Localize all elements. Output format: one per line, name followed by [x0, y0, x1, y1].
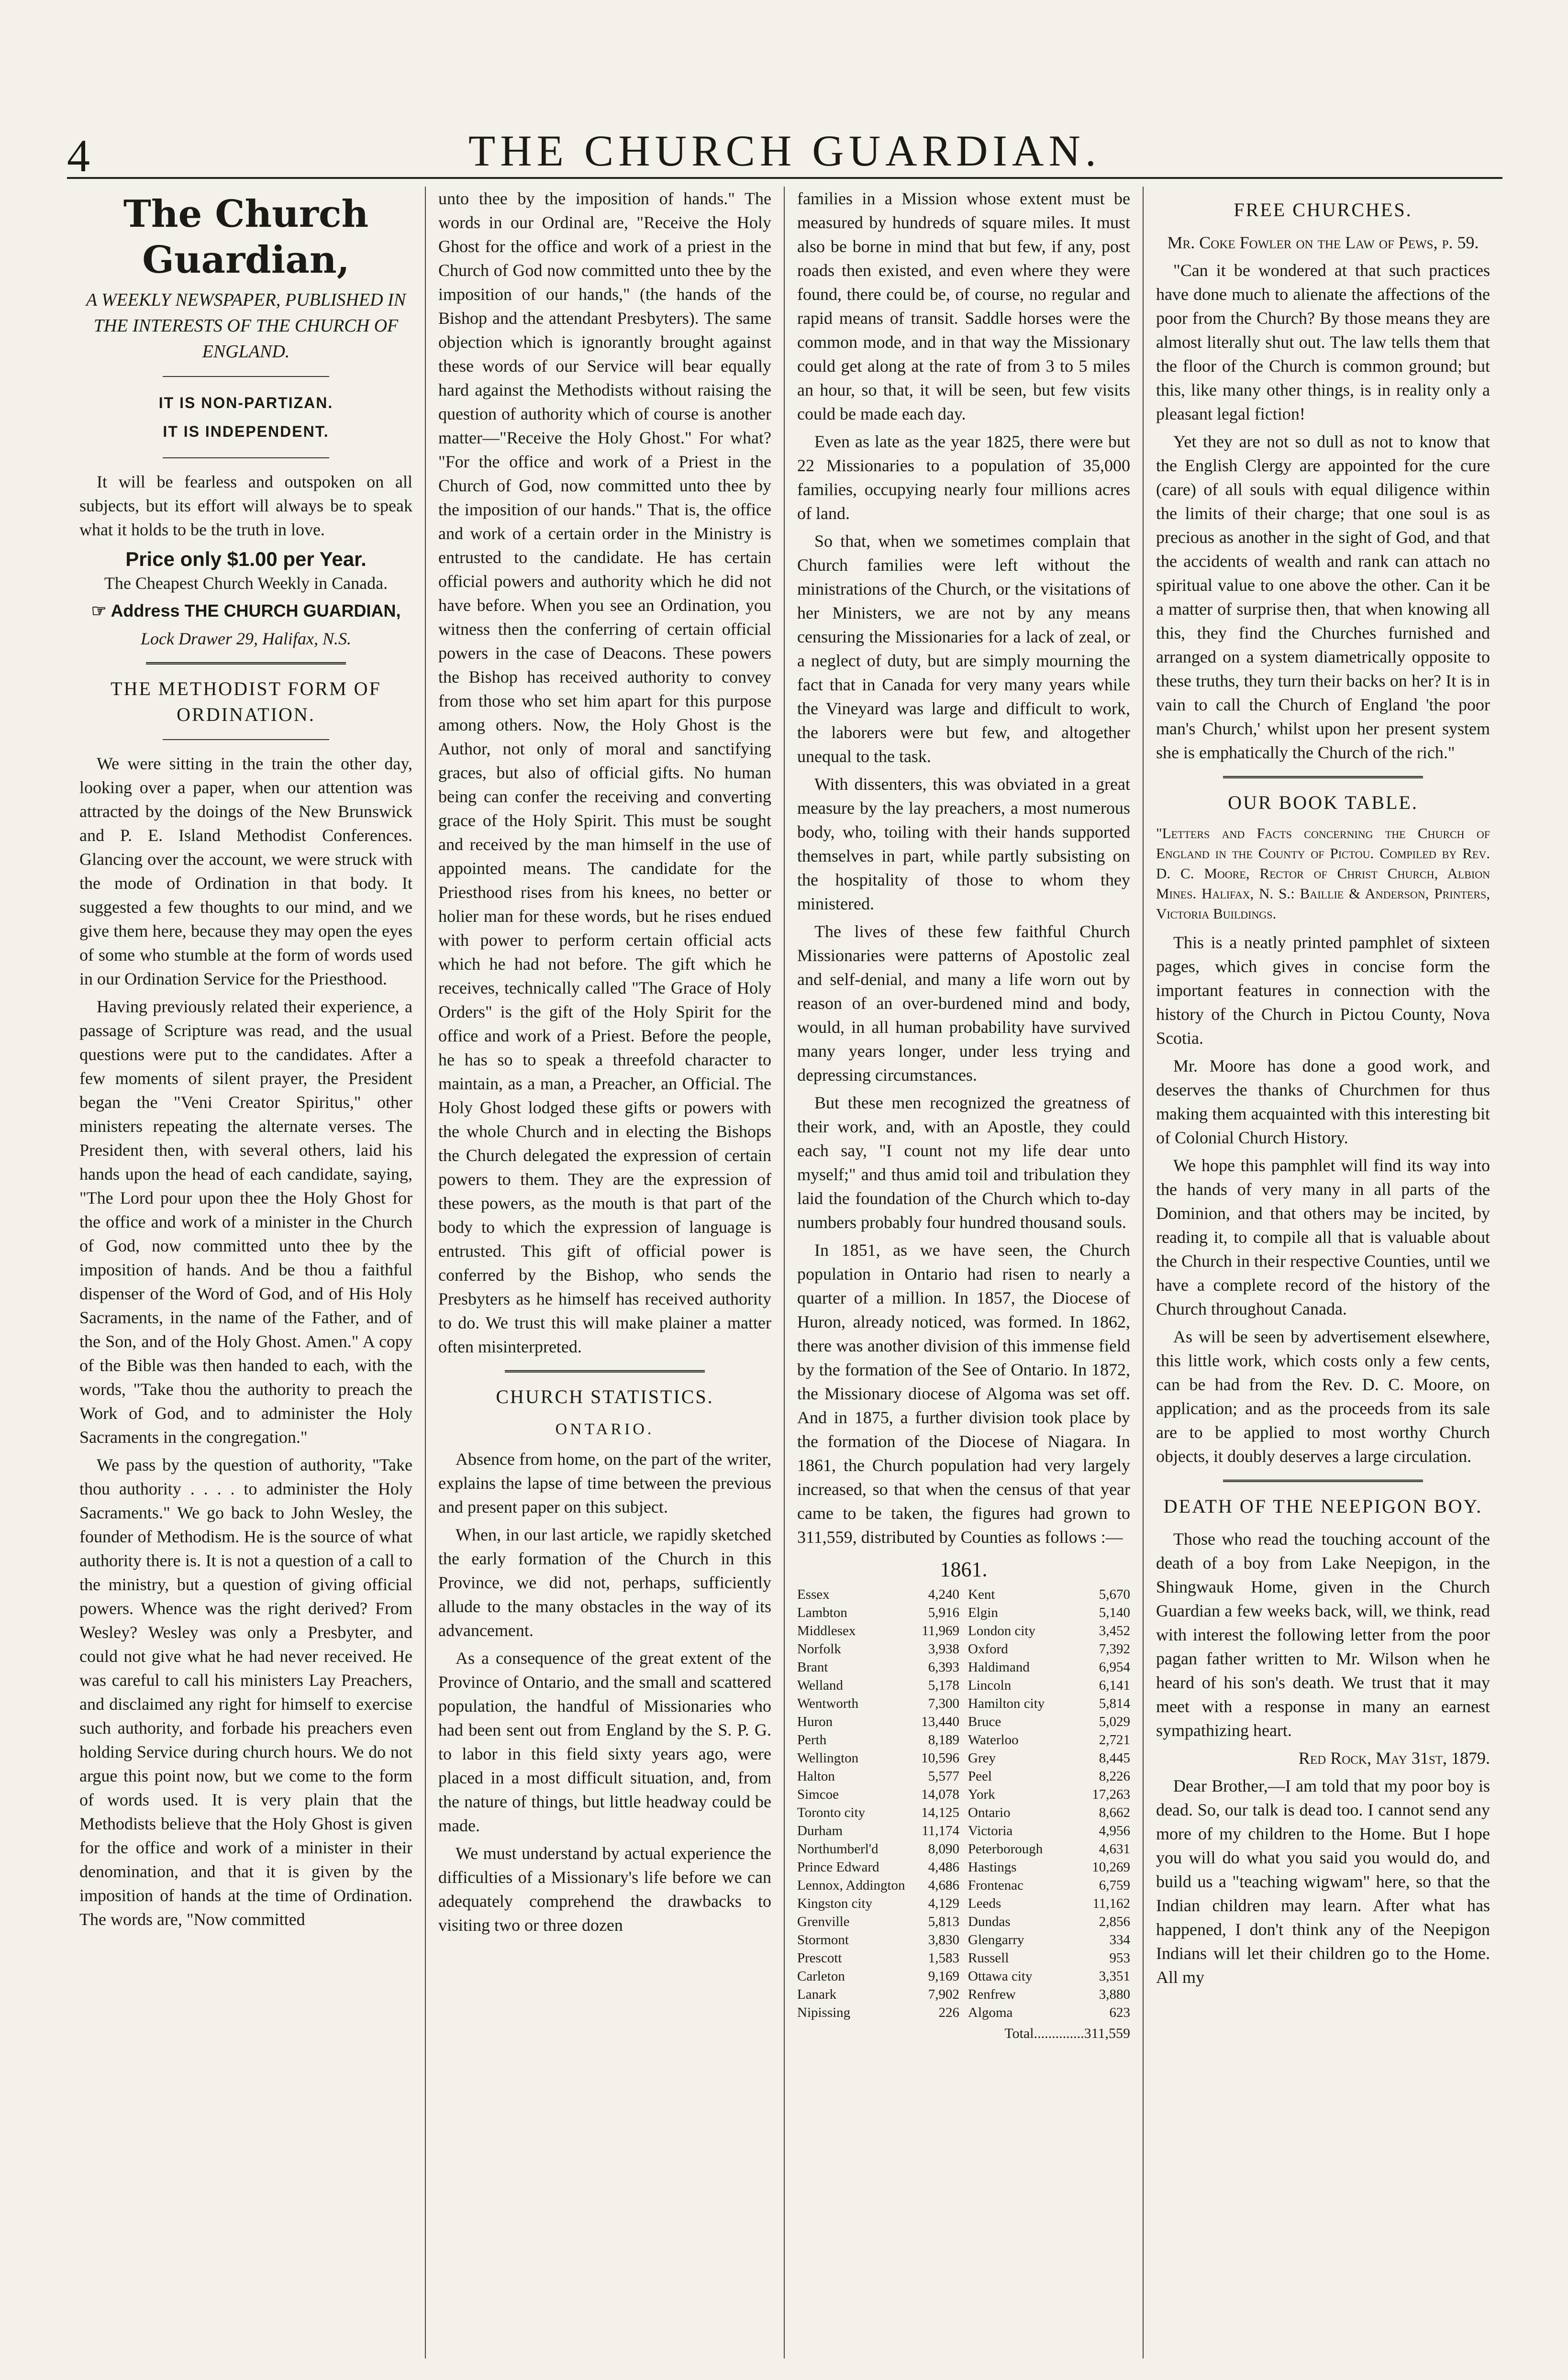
census-county: Algoma: [968, 2005, 1013, 2020]
census-count: 1,583: [928, 1950, 959, 1966]
census-county: Lanark: [797, 1987, 837, 2002]
census-county: Peterborough: [968, 1841, 1043, 1857]
census-count: 2,721: [1099, 1732, 1130, 1748]
census-total: Total..............311,559: [1004, 2026, 1130, 2041]
page-number: 4: [67, 130, 90, 181]
statistics-paragraph: But these men recognized the greatness of their work, and, with an Apostle, they could each say, "I count not my life dear unto myself;" and thus amid toil and tribulation they laid the foundation of the Church which to-day numbers probably four hundred thousand souls.: [797, 1093, 1130, 1232]
census-count: 8,189: [928, 1732, 959, 1748]
census-count: 7,902: [928, 1987, 959, 2002]
census-row: [968, 1804, 1130, 1822]
census-county: Durham: [797, 1823, 843, 1838]
census-row: [797, 1876, 959, 1894]
census-row: [797, 2004, 959, 2022]
census-count: 5,814: [1099, 1696, 1130, 1711]
census-count: 3,351: [1099, 1969, 1130, 1984]
census-county: Nipissing: [797, 2005, 851, 2020]
census-row: [797, 1694, 959, 1713]
book-review-paragraph: As will be seen by advertisement elsewhere, this little work, which costs only a few cents, can be had from the Rev. D. C. Moore, on application; and as the proceeds from its sale are to be applied to most worthy Church objects, it doubly deserves a large circulation.: [1156, 1327, 1490, 1466]
census-count: 5,916: [928, 1605, 959, 1620]
book-review-paragraph: We hope this pamphlet will find its way into the hands of very many in all parts of the Dominion, and that others may be incited, by reading it, to compile all that is valuable about the Church in their respective Counties, until we have a complete record of the history of the Church throughout Canada.: [1156, 1156, 1490, 1318]
census-count: 8,445: [1099, 1750, 1130, 1766]
column-2: [426, 187, 785, 2358]
census-count: 14,078: [921, 1787, 959, 1802]
census-row: [968, 1731, 1130, 1749]
nameplate-title: The Church Guardian,: [123, 192, 369, 282]
census-row: [797, 1676, 959, 1694]
census-county: York: [968, 1787, 995, 1802]
methodist-paragraph: We were sitting in the train the other day, looking over a paper, when our attention was attracted by the doings of the New Brunswick and P. E. Island Methodist Conferences. Glancing over the account, we were struck with the mode of Ordination in that body. It suggested a few thoughts to our mind, and we give them here, because they may open the eyes of some who stumble at the form of words used in our Ordination Service for the Priesthood.: [79, 754, 412, 988]
census-count: 10,596: [921, 1750, 959, 1766]
statistics-paragraph: So that, when we sometimes complain that Church families were left without the ministrations of the Church, or the visitations of her Ministers, we are not by any means censuring the Missionaries for a lack of zeal, or a neglect of duty, but are simply mourning the fact that in Canada for very many years while the Vineyard was large and difficult to work, the laborers were but few, and altogether unequal to the task.: [797, 531, 1130, 766]
intro-text: It will be fearless and outspoken on all subjects, but its effort will always be to speak what it holds to be the truth in love.: [79, 472, 412, 539]
census-count: 11,174: [922, 1823, 959, 1838]
census-county: Kent: [968, 1587, 995, 1602]
address-name: THE CHURCH GUARDIAN,: [184, 601, 401, 620]
statistics-heading: CHURCH STATISTICS.: [496, 1386, 714, 1407]
census-count: 10,269: [1092, 1860, 1130, 1875]
census-row: [797, 1949, 959, 1967]
census-row: [797, 1713, 959, 1731]
nepigon-paragraph: Dear Brother,—I am told that my poor boy is dead. So, our talk is dead too. I cannot send any more of my children to the Home. But I hope you will do what you said you would do, and build us a "teaching wigwam" here, so that the Indian children may learn. After what has happened, I don't think any of the Neepigon Indians will let their children go to the Home. All my: [1156, 1776, 1490, 1987]
census-count: 5,670: [1099, 1587, 1130, 1602]
census-county: Essex: [797, 1587, 830, 1602]
census-count: 6,759: [1099, 1878, 1130, 1893]
census-count: 2,856: [1099, 1914, 1130, 1929]
census-row: [968, 1622, 1130, 1640]
census-count: 17,263: [1092, 1787, 1130, 1802]
nepigon-paragraph: Those who read the touching account of the death of a boy from Lake Neepigon, in the Shingwauk Home, given in the Church Guardian a few weeks back, will, we think, read with interest the following letter from the poor pagan father written to Mr. Wilson when he heard of his son's death. We trust that it may meet with a response in many an earnest sympathizing heart.: [1156, 1529, 1490, 1740]
census-county: Prescott: [797, 1950, 842, 1966]
census-county: Ontario: [968, 1805, 1011, 1820]
census-table: [797, 1585, 1130, 2022]
census-row: [968, 1585, 1130, 1604]
census-row: [968, 1985, 1130, 2004]
census-county: Kingston city: [797, 1896, 873, 1911]
census-county: Hamilton city: [968, 1696, 1045, 1711]
census-count: 3,830: [928, 1932, 959, 1948]
address-label: Address: [111, 601, 180, 620]
census-county: Northumberl'd: [797, 1841, 879, 1857]
free-churches-paragraph: Yet they are not so dull as not to know that the English Clergy are appointed for the cure (care) of all souls with equal diligence within the limits of their charge; that one soul is as precious as another in the sight of God, and that the accidents of wealth and rank can attach no spiritual value to one above the other. Can it be a matter of surprise then, that when knowing all this, they find the Churches furnished and arranged on a system diametrically opposite to these truths, they turn their backs on her? It is in vain to call the Church of England 'the poor man's Church,' whilst upon her present system she is emphatically the Church of the rich.": [1156, 432, 1490, 762]
census-county: Brant: [797, 1660, 828, 1675]
census-row: [968, 1713, 1130, 1731]
census-row: [968, 1658, 1130, 1676]
census-count: 623: [1109, 2005, 1130, 2020]
statistics-paragraph: In 1851, as we have seen, the Church population in Ontario had risen to nearly a quarter of a million. In 1857, the Diocese of Huron, already noticed, was formed. In 1862, there was another division of this immense field by the formation of the See of Ontario. In 1872, the Missionary diocese of Algoma was set off. And in 1875, a further division took place by the formation of the Diocese of Niagara. In 1861, the Church population had very largely increased, so that when the census of that year came to be taken, the figures had grown to 311,559, distributed by Counties as follows :—: [797, 1240, 1130, 1547]
census-count: 3,938: [928, 1641, 959, 1657]
census-row: [968, 1876, 1130, 1894]
free-churches-paragraph: "Can it be wondered at that such practices have done much to alienate the affections of the poor from the Church? By those means they are almost literally shut out. The law tells them that the floor of the Church is common ground; but this, like many other things, is in reality only a pleasant legal fiction!: [1156, 261, 1490, 423]
census-count: 8,090: [928, 1841, 959, 1857]
census-count: 3,880: [1099, 1987, 1130, 2002]
masthead: [67, 115, 1502, 179]
letter-date: Red Rock, May 31st, 1879.: [1298, 1749, 1490, 1768]
census-count: 13,440: [921, 1714, 959, 1729]
census-count: 6,141: [1099, 1678, 1130, 1693]
census-count: 4,631: [1099, 1841, 1130, 1857]
census-row: [797, 1731, 959, 1749]
divider: [1223, 776, 1423, 778]
census-row: [797, 1840, 959, 1858]
census-count: 4,956: [1099, 1823, 1130, 1838]
census-count: 4,129: [928, 1896, 959, 1911]
census-row: [797, 1622, 959, 1640]
census-county: Renfrew: [968, 1987, 1016, 2002]
address-line: [79, 599, 412, 623]
census-row: [968, 1604, 1130, 1622]
motto-non-partizan: IT IS NON-PARTIZAN.: [158, 394, 334, 411]
census-county: Hastings: [968, 1860, 1017, 1875]
census-county: Russell: [968, 1950, 1009, 1966]
census-county: Lincoln: [968, 1678, 1012, 1693]
census-county: Wellington: [797, 1750, 859, 1766]
census-county: Huron: [797, 1714, 833, 1729]
census-row: [968, 1840, 1130, 1858]
statistics-paragraph: We must understand by actual experience the difficulties of a Missionary's life before we can adequately comprehend the drawbacks to visiting two or three dozen: [438, 1844, 771, 1935]
census-county: Prince Edward: [797, 1860, 879, 1875]
divider: [163, 457, 329, 458]
census-count: 4,240: [928, 1587, 959, 1602]
census-row: [968, 1640, 1130, 1658]
statistics-paragraph: When, in our last article, we rapidly sketched the early formation of the Church in this Province, we did not, perhaps, sufficiently allude to the many obstacles in the way of its advancement.: [438, 1525, 771, 1640]
census-count: 8,662: [1099, 1805, 1130, 1820]
census-county: Welland: [797, 1678, 843, 1693]
statistics-paragraph: families in a Mission whose extent must be measured by hundreds of square miles. It must also be borne in mind that but few, if any, post roads then existed, and even where they were found, there could be, of course, no regular and rapid means of transit. Saddle horses were the common mode, and in that way the Missionary could get along at the rate of from 3 to 5 miles an hour, so that, it will be seen, but few visits could be made each day.: [797, 189, 1130, 423]
census-count: 5,140: [1099, 1605, 1130, 1620]
census-row: [797, 1967, 959, 1985]
census-county: Halton: [797, 1769, 835, 1784]
census-county: Peel: [968, 1769, 992, 1784]
census-county: Oxford: [968, 1641, 1008, 1657]
census-row: [797, 1913, 959, 1931]
methodist-heading: THE METHODIST FORM OF ORDINATION.: [111, 678, 381, 725]
census-count: 4,486: [928, 1860, 959, 1875]
cheapest-line: The Cheapest Church Weekly in Canada.: [104, 574, 388, 593]
statistics-paragraph: As a consequence of the great extent of the Province of Ontario, and the small and scattered population, the handful of Missionaries who had been sent out from England by the S. P. G. to labor in this field sixty years ago, were placed in a most difficult situation, and, from the nature of things, but little headway could be made.: [438, 1649, 771, 1835]
census-county: Dundas: [968, 1914, 1011, 1929]
census-county: Haldimand: [968, 1660, 1030, 1675]
census-row: [797, 1749, 959, 1767]
census-county: Grey: [968, 1750, 996, 1766]
census-row: [968, 1822, 1130, 1840]
census-county: Toronto city: [797, 1805, 866, 1820]
census-county: Wentworth: [797, 1696, 859, 1711]
census-row: [968, 1694, 1130, 1713]
census-county: Lambton: [797, 1605, 847, 1620]
census-count: 4,686: [928, 1878, 959, 1893]
book-review-paragraph: Mr. Moore has done a good work, and deserves the thanks of Churchmen for thus making them acquainted with this interesting bit of Colonial Church History.: [1156, 1056, 1490, 1147]
census-row: [968, 1676, 1130, 1694]
census-count: 5,029: [1099, 1714, 1130, 1729]
census-county: London city: [968, 1623, 1035, 1638]
census-county: Middlesex: [797, 1623, 856, 1638]
census-row: [797, 1822, 959, 1840]
methodist-paragraph: unto thee by the imposition of hands." The words in our Ordinal are, "Receive the Holy Ghost for the office and work of a priest in the Church of God now committed unto thee by the imposition of our hands," (the hands of the Bishop and the attendant Presbyters). The same objection which is ignorantly brought against these words of our Service will bear equally hard against the Methodists without raising the question of authority which of course is another matter—"Receive the Holy Ghost." For what? "For the office and work of a Priest in the Church of God, now committed unto thee by the imposition of our hands." That is, the office and work of a certain order in the Ministry is entrusted to the candidate. He has certain official powers and authority which he did not have before. When you see an Ordination, you witness then the conferring of certain official powers in the case of Deacons. These powers the Bishop has received authority to convey from those who set him apart for this purpose among others. Now, the Holy Ghost is the Author, not only of moral and sanctifying graces, but also of official gifts. No human being can confer the receiving and converting grace of the Holy Spirit. This must be sought and received by the man himself in the use of appointed means. The candidate for the Priesthood rises from his knees, no better or holier man for these words, but he rises endued with power to perform certain official acts which he had not before. The gift which he receives, technically called "The Grace of Holy Orders" is the gift of the Holy Spirit for the office and work of a Priest. Before the people, he has so to speak a threefold character to maintain, as a man, a Preacher, an Official. The Holy Ghost lodged these gifts or powers with the whole Church and in electing the Bishops the Church delegated the expression of certain powers to them. They are the expression of these powers, as the mouth is that part of the body to which the expression of language is entrusted. This gift of official power is conferred by the Bishop, who sends the Presbyters as he himself has received authority to do. We trust this will make plainer a matter often misinterpreted.: [438, 189, 771, 1356]
census-row: [797, 1658, 959, 1676]
census-row: [797, 1804, 959, 1822]
divider: [146, 662, 346, 664]
census-county: Perth: [797, 1732, 827, 1748]
census-count: 11,162: [1092, 1896, 1130, 1911]
census-year: 1861.: [940, 1558, 988, 1581]
census-county: Leeds: [968, 1896, 1001, 1911]
census-count: 6,954: [1099, 1660, 1130, 1675]
census-row: [968, 1967, 1130, 1985]
census-count: 3,452: [1099, 1623, 1130, 1638]
census-row: [797, 1785, 959, 1804]
price-line: Price only $1.00 per Year.: [125, 548, 367, 570]
divider: [505, 1370, 705, 1373]
column-4: [1144, 187, 1502, 2358]
census-count: 6,393: [928, 1660, 959, 1675]
census-right-table: [968, 1585, 1130, 2022]
paper-name: THE CHURCH GUARDIAN.: [468, 126, 1101, 175]
methodist-paragraph: We pass by the question of authority, "Take thou authority . . . . to administer the Holy Sacraments." We go back to John Wesley, the founder of Methodism. He is the source of what authority there is. It is not a question of a call to the ministry, but a question of giving official powers. Whence was the right derived? From Wesley? Wesley was only a Presbyter, and could not give what he had never received. He was careful to call his ministers Lay Preachers, and disclaimed any right for himself to exercise such authority, and forbade his preachers even holding Service during church hours. We do not argue this point now, but we come to the form of words used. It is very plain that the Methodists believe that the Holy Ghost is given for the office and work of a minister in their denomination, and that it is given by the imposition of hands at the time of Ordination. The words are, "Now committed: [79, 1455, 412, 1929]
divider: [1223, 1480, 1423, 1482]
free-churches-heading: FREE CHURCHES.: [1234, 199, 1412, 221]
census-row: [968, 1767, 1130, 1785]
census-count: 5,178: [928, 1678, 959, 1693]
census-count: 953: [1109, 1950, 1130, 1966]
census-county: Frontenac: [968, 1878, 1023, 1893]
census-row: [968, 1785, 1130, 1804]
census-county: Stormont: [797, 1932, 849, 1948]
census-count: 9,169: [928, 1969, 959, 1984]
census-count: 334: [1109, 1932, 1130, 1948]
census-county: Carleton: [797, 1969, 845, 1984]
census-county: Elgin: [968, 1605, 998, 1620]
census-count: 5,577: [928, 1769, 959, 1784]
census-row: [797, 1931, 959, 1949]
census-row: [968, 1913, 1130, 1931]
census-row: [797, 1604, 959, 1622]
census-row: [968, 1749, 1130, 1767]
book-table-heading: OUR BOOK TABLE.: [1228, 792, 1418, 813]
column-3: [785, 187, 1144, 2358]
census-row: [797, 1985, 959, 2004]
census-row: [968, 2004, 1130, 2022]
census-count: 8,226: [1099, 1769, 1130, 1784]
census-county: Waterloo: [968, 1732, 1019, 1748]
methodist-paragraph: Having previously related their experience, a passage of Scripture was read, and the usual questions were put to the candidates. After a few moments of silent prayer, the President began the "Veni Creator Spiritus," other ministers repeating the alternate verses. The President then, with several others, laid his hands upon the head of each candidate, saying, "The Lord pour upon thee the Holy Ghost for the office and work of a minister in the Church of God, now committed unto thee by the imposition of hands. And be thou a faithful dispenser of the Word of God, and of His Holy Sacraments, in the name of the Father, and of the Son, and of the Holy Ghost. Amen." A copy of the Bible was then handed to each, with the words, "Take thou the authority to preach the Work of God, and to administer the Holy Sacraments in the congregation.": [79, 997, 412, 1447]
census-left-table: [797, 1585, 959, 2022]
census-count: 11,969: [922, 1623, 959, 1638]
census-row: [968, 1858, 1130, 1876]
free-churches-byline: Mr. Coke Fowler on the Law of Pews, p. 59.: [1167, 233, 1479, 252]
census-row: [797, 1640, 959, 1658]
nameplate-subtitle: A WEEKLY NEWSPAPER, PUBLISHED IN THE INTERESTS OF THE CHURCH OF ENGLAND.: [86, 290, 406, 362]
census-row: [968, 1894, 1130, 1913]
nepigon-heading: DEATH OF THE NEEPIGON BOY.: [1163, 1495, 1483, 1517]
census-row: [797, 1858, 959, 1876]
census-count: 7,392: [1099, 1641, 1130, 1657]
census-county: Victoria: [968, 1823, 1013, 1838]
census-county: Simcoe: [797, 1787, 839, 1802]
census-count: 5,813: [928, 1914, 959, 1929]
census-county: Glengarry: [968, 1932, 1024, 1948]
article-columns: [67, 187, 1502, 2358]
census-row: [968, 1949, 1130, 1967]
statistics-subheading: ONTARIO.: [555, 1420, 655, 1438]
census-county: Bruce: [968, 1714, 1001, 1729]
census-count: 7,300: [928, 1696, 959, 1711]
column-1: [67, 187, 426, 2358]
statistics-paragraph: Absence from home, on the part of the writer, explains the lapse of time between the previous and present paper on this subject.: [438, 1450, 771, 1517]
statistics-paragraph: With dissenters, this was obviated in a great measure by the lay preachers, a most numerous body, who, toiling with their hands supported themselves in part, while partly subsisting on the hospitality of those to whom they ministered.: [797, 775, 1130, 913]
book-review-title: "Letters and Facts concerning the Church of England in the County of Pictou. Compiled by Rev. D. C. Moore, Rector of Christ Church, Albion Mines. Halifax, N. S.: Baillie & Anderson, Printers, Victoria Buildings.: [1156, 825, 1490, 922]
census-row: [797, 1767, 959, 1785]
census-row: [797, 1894, 959, 1913]
address-box: Lock Drawer 29, Halifax, N.S.: [141, 629, 351, 648]
census-county: Lennox, Addington: [797, 1878, 905, 1893]
census-row: [968, 1931, 1130, 1949]
divider: [163, 376, 329, 377]
statistics-paragraph: The lives of these few faithful Church Missionaries were patterns of Apostolic zeal and self-denial, and many a life worn out by reason of an over-burdened mind and body, would, in all human probability have survived many years longer, under less trying and depressing circumstances.: [797, 922, 1130, 1085]
census-row: [797, 1585, 959, 1604]
pointing-hand-icon: ☞: [91, 601, 107, 620]
census-county: Grenville: [797, 1914, 850, 1929]
census-count: 14,125: [921, 1805, 959, 1820]
book-review-paragraph: This is a neatly printed pamphlet of sixteen pages, which gives in concise form the important features in connection with the history of the Church in Pictou County, Nova Scotia.: [1156, 933, 1490, 1048]
motto-independent: IT IS INDEPENDENT.: [163, 423, 329, 440]
divider: [163, 739, 329, 740]
statistics-paragraph: Even as late as the year 1825, there were but 22 Missionaries to a population of 35,000 families, occupying nearly four millions acres of land.: [797, 432, 1130, 523]
census-county: Norfolk: [797, 1641, 841, 1657]
census-count: 226: [938, 2005, 959, 2020]
census-county: Ottawa city: [968, 1969, 1033, 1984]
